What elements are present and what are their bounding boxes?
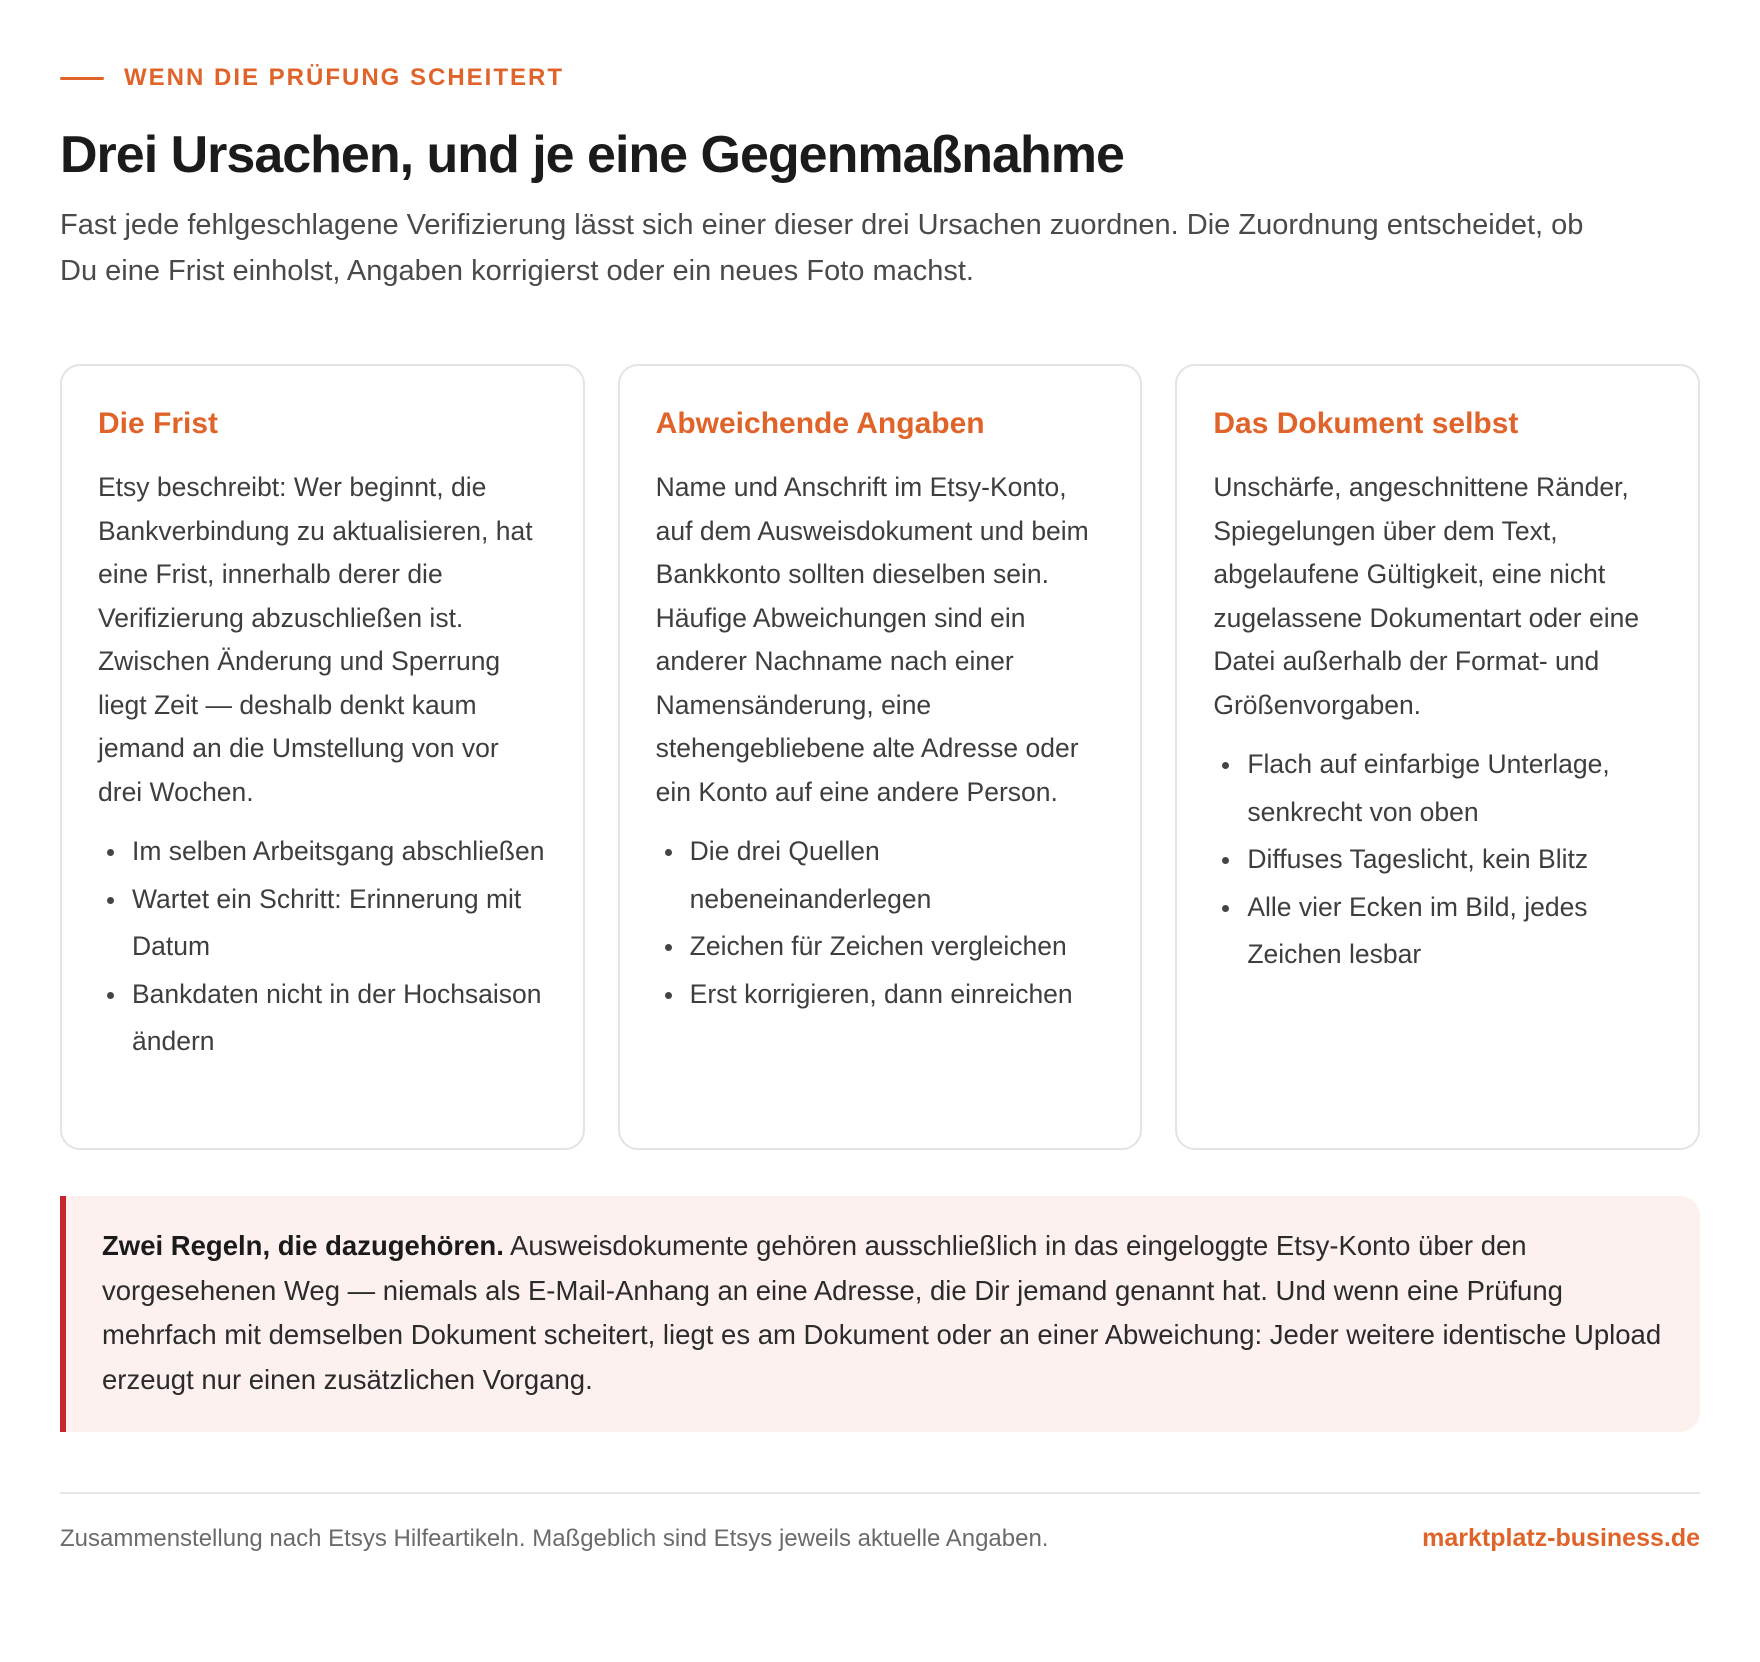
list-item: Alle vier Ecken im Bild, jedes Zeichen lesbar [1247,884,1662,979]
card-text: Etsy beschreibt: Wer beginnt, die Bankverbindung zu aktualisieren, hat eine Frist, innerhalb derer die Verifizierung abzuschließen ist. Zwischen Änderung und Sperrung liegt Zeit — deshalb denkt kaum jemand an die Umstellung von vor drei Wochen. [98,472,533,807]
card-title: Das Dokument selbst [1213,407,1519,440]
footer [60,1524,1700,1553]
rules-callout [60,1196,1700,1432]
list-item: Bankdaten nicht in der Hochsaison ändern [132,971,547,1066]
intro-text: Fast jede fehlgeschlagene Verifizierung lässt sich einer dieser drei Ursachen zuordnen. Die Zuordnung entscheidet, ob Du eine Frist einholst, Angaben korrigierst oder ein neues Foto machst. [60,209,1584,287]
card-title: Die Frist [98,407,219,440]
card-list [656,828,1105,1018]
brand-name: marktplatz-business.de [1422,1524,1700,1552]
card-list [1213,741,1662,979]
list-item: Diffuses Tageslicht, kein Blitz [1247,836,1662,884]
callout-lead: Zwei Regeln, die dazugehören. [102,1230,504,1261]
callout-text: Ausweisdokumente gehören ausschließlich in das eingeloggte Etsy-Konto über den vorgesehenen Weg — niemals als E-Mail-Anhang an eine Adresse, die Dir jemand genannt hat. Und wenn eine Prüfung mehrfach mit demselben Dokument scheitert, liegt es am Dokument oder an einer Abweichung: Jeder weitere identische Upload erzeugt nur einen zusätzlichen Vorgang. [102,1230,1662,1395]
card-text: Name und Anschrift im Etsy-Konto, auf dem Ausweisdokument und beim Bankkonto sollten dieselben sein. Häufige Abweichungen sind ein anderer Nachname nach einer Namensänderung, eine stehengebliebene alte Adresse oder ein Konto auf eine andere Person. [655,472,1089,807]
card-list [98,828,547,1066]
card-title: Abweichende Angaben [655,407,985,440]
card-deadline [60,364,585,1150]
list-item: Die drei Quellen nebeneinanderlegen [690,828,1105,923]
card-text: Unschärfe, angeschnittene Ränder, Spiegelungen über dem Text, abgelaufene Gültigkeit, eine nicht zugelassene Dokumentart oder eine Datei außerhalb der Format- und Größenvorgaben. [1213,472,1640,720]
source-note: Zusammenstellung nach Etsys Hilfeartikeln. Maßgeblich sind Etsys jeweils aktuelle Angaben. [60,1524,1049,1552]
page-title: Drei Ursachen, und je eine Gegenmaßnahme [60,126,1124,184]
eyebrow-accent-line [60,77,104,80]
list-item: Erst korrigieren, dann einreichen [690,971,1105,1019]
footer-divider [60,1492,1700,1494]
list-item: Flach auf einfarbige Unterlage, senkrecht von oben [1247,741,1662,836]
eyebrow [60,62,1700,94]
eyebrow-text: WENN DIE PRÜFUNG SCHEITERT [124,64,565,91]
card-document [1175,364,1700,1150]
list-item: Wartet ein Schritt: Erinnerung mit Datum [132,876,547,971]
list-item: Im selben Arbeitsgang abschließen [132,828,547,876]
cause-cards [60,364,1700,1150]
card-mismatched-data [618,364,1143,1150]
list-item: Zeichen für Zeichen vergleichen [690,923,1105,971]
